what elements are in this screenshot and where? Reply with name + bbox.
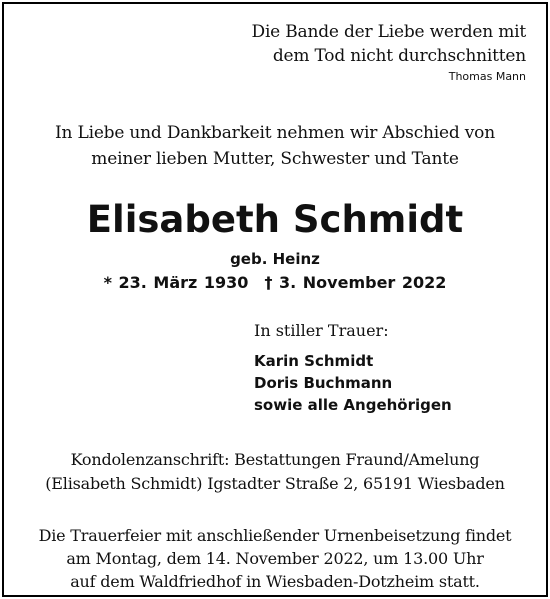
maiden-name: geb. Heinz bbox=[230, 250, 320, 268]
deceased-name: Elisabeth Schmidt bbox=[86, 198, 464, 241]
mourner-name: Karin Schmidt bbox=[254, 352, 374, 370]
address-line: (Elisabeth Schmidt) Igstadter Straße 2, 65191 Wiesbaden bbox=[45, 474, 505, 493]
ceremony-notice bbox=[4, 524, 546, 593]
mourners-label: In stiller Trauer: bbox=[254, 321, 389, 340]
quote-line: dem Tod nicht durchschnitten bbox=[272, 46, 526, 66]
intro-line: meiner lieben Mutter, Schwester und Tante bbox=[91, 149, 459, 169]
birth-date: * 23. März 1930 bbox=[103, 273, 249, 292]
mourners-list bbox=[254, 350, 452, 416]
ceremony-line: auf dem Waldfriedhof in Wiesbaden-Dotzheim statt. bbox=[70, 572, 480, 591]
life-dates bbox=[4, 272, 546, 294]
condolence-address bbox=[4, 448, 546, 496]
obituary-frame bbox=[2, 2, 548, 597]
quote-author: Thomas Mann bbox=[448, 70, 526, 83]
intro-line: In Liebe und Dankbarkeit nehmen wir Abschied von bbox=[55, 123, 495, 143]
address-line: Kondolenzanschrift: Bestattungen Fraund/Amelung bbox=[70, 450, 480, 469]
death-date: † 3. November 2022 bbox=[264, 273, 447, 292]
quote-line: Die Bande der Liebe werden mit bbox=[251, 22, 526, 42]
ceremony-line: am Montag, dem 14. November 2022, um 13.00 Uhr bbox=[66, 549, 484, 568]
intro-text bbox=[4, 120, 546, 172]
mourner-name: sowie alle Angehörigen bbox=[254, 396, 452, 414]
mourner-name: Doris Buchmann bbox=[254, 374, 393, 392]
epigraph-quote bbox=[226, 20, 526, 68]
ceremony-line: Die Trauerfeier mit anschließender Urnenbeisetzung findet bbox=[38, 526, 512, 545]
